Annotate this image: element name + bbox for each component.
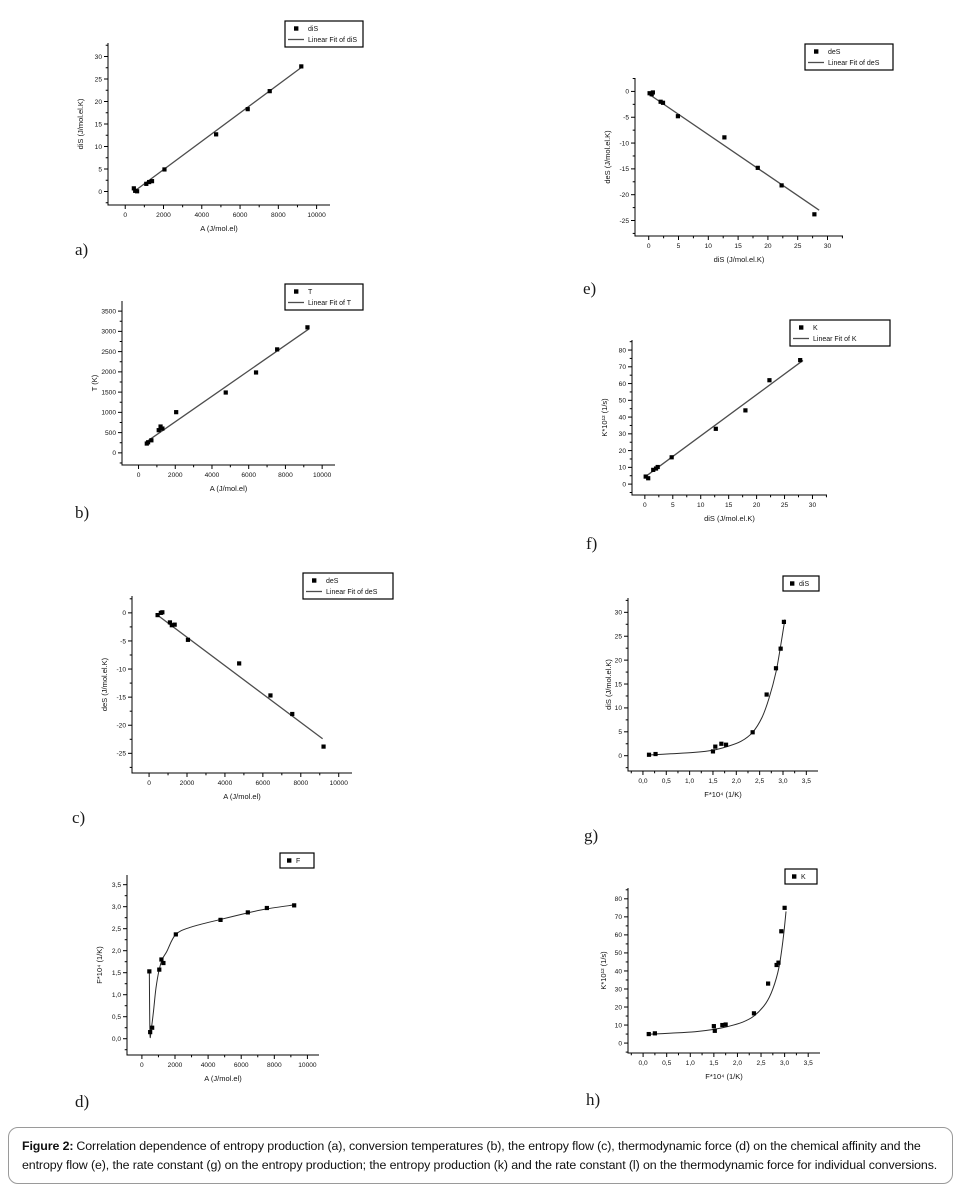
chart-canvas-h <box>600 862 900 1105</box>
svg-text:-10: -10 <box>619 140 629 148</box>
figure-caption <box>8 1127 953 1184</box>
svg-text:10000: 10000 <box>307 212 326 219</box>
svg-text:K: K <box>813 325 818 333</box>
svg-text:-15: -15 <box>619 166 629 174</box>
legend-marker-square <box>294 26 298 30</box>
svg-text:15: 15 <box>614 681 622 689</box>
panel-label-e: e) <box>583 279 597 298</box>
data-point <box>292 903 296 907</box>
figure-caption-text: Correlation dependence of entropy production (a), conversion temperatures (b), the entropy flow (c), thermodynamic force (d) on the chemical affinity and the entropy flow (e), the rate constant (g) on the entropy production; the entropy production (k) and the rate constant (l) on the thermodynamic force for individual conversions. <box>22 1139 938 1172</box>
svg-text:0: 0 <box>622 481 626 489</box>
data-point <box>646 476 650 480</box>
svg-text:0: 0 <box>122 610 126 618</box>
axes <box>632 340 827 495</box>
subplot-d <box>80 845 400 1117</box>
chart-canvas-g <box>605 572 905 822</box>
svg-text:-5: -5 <box>120 638 126 646</box>
data-point <box>160 426 164 430</box>
data-point <box>724 1022 728 1026</box>
data-point <box>712 1024 716 1028</box>
svg-text:10: 10 <box>614 1022 622 1030</box>
svg-text:10000: 10000 <box>312 472 332 479</box>
data-point <box>722 135 726 139</box>
data-point <box>237 661 241 665</box>
svg-text:60: 60 <box>614 932 622 940</box>
svg-text:0: 0 <box>140 1062 144 1069</box>
svg-text:30: 30 <box>614 609 622 617</box>
fit-line <box>649 94 819 210</box>
svg-text:10: 10 <box>614 705 622 713</box>
svg-text:6000: 6000 <box>255 780 271 787</box>
svg-text:25: 25 <box>614 633 622 641</box>
svg-text:4000: 4000 <box>217 780 233 787</box>
svg-text:T: T <box>308 289 313 297</box>
fit-line <box>158 616 322 739</box>
svg-text:Linear Fit of deS: Linear Fit of deS <box>326 589 378 597</box>
svg-text:500: 500 <box>104 429 116 437</box>
svg-text:-25: -25 <box>619 217 629 225</box>
data-point <box>719 742 723 746</box>
fit-line <box>135 66 303 190</box>
axes <box>127 875 319 1055</box>
svg-text:50: 50 <box>618 397 626 405</box>
svg-text:diS (J/mol.el.K): diS (J/mol.el.K) <box>76 98 85 150</box>
data-point <box>290 712 294 716</box>
figure-caption-label: Figure 2: <box>22 1139 74 1153</box>
svg-text:30: 30 <box>614 986 622 994</box>
data-point <box>218 918 222 922</box>
svg-text:30: 30 <box>618 431 626 439</box>
data-point <box>743 408 747 412</box>
svg-text:0,5: 0,5 <box>662 1060 672 1067</box>
data-point <box>265 906 269 910</box>
svg-text:-20: -20 <box>619 191 629 199</box>
svg-text:30: 30 <box>808 502 817 509</box>
data-point <box>150 1026 154 1030</box>
chart-canvas-a <box>65 15 365 265</box>
svg-text:2000: 2000 <box>167 472 183 479</box>
svg-text:3,5: 3,5 <box>111 881 121 889</box>
data-point <box>724 743 728 747</box>
data-point <box>653 1031 657 1035</box>
svg-text:10000: 10000 <box>298 1062 317 1069</box>
svg-text:2,0: 2,0 <box>111 947 121 955</box>
svg-text:15: 15 <box>734 243 742 250</box>
svg-text:1,5: 1,5 <box>709 1060 719 1067</box>
svg-text:2,5: 2,5 <box>111 925 121 933</box>
data-point <box>714 427 718 431</box>
data-point <box>661 101 665 105</box>
svg-text:0: 0 <box>147 780 151 787</box>
svg-text:5: 5 <box>618 729 622 737</box>
subplot-f <box>590 312 900 555</box>
svg-text:4000: 4000 <box>194 212 210 219</box>
svg-text:10: 10 <box>94 143 102 151</box>
chart-canvas-d <box>80 845 400 1117</box>
data-point <box>651 90 655 94</box>
svg-text:Linear Fit of K: Linear Fit of K <box>813 336 857 344</box>
svg-text:1500: 1500 <box>101 389 116 397</box>
svg-text:30: 30 <box>823 243 832 250</box>
axes <box>122 301 335 465</box>
svg-text:0: 0 <box>646 243 651 250</box>
data-point <box>275 347 279 351</box>
axes <box>628 888 820 1053</box>
data-point <box>767 378 771 382</box>
data-point <box>783 906 787 910</box>
svg-text:50: 50 <box>614 950 622 958</box>
data-point <box>174 932 178 936</box>
svg-text:20: 20 <box>618 447 626 455</box>
subplot-g <box>605 572 905 822</box>
svg-text:A (J/mol.el): A (J/mol.el) <box>200 224 238 233</box>
svg-text:30: 30 <box>94 53 102 61</box>
chart-canvas-f <box>590 312 900 555</box>
subplot-h <box>600 862 900 1105</box>
svg-text:6000: 6000 <box>232 212 248 219</box>
svg-text:diS: diS <box>308 26 319 34</box>
svg-text:deS (J/mol.el.K): deS (J/mol.el.K) <box>603 130 612 184</box>
svg-text:3,5: 3,5 <box>801 778 811 785</box>
svg-text:8000: 8000 <box>266 1062 282 1069</box>
subplot-a <box>65 15 365 265</box>
svg-text:K*10¹² (1/s): K*10¹² (1/s) <box>599 951 608 990</box>
data-point <box>173 623 177 627</box>
fit-curve <box>648 911 786 1034</box>
svg-text:0,5: 0,5 <box>111 1014 121 1022</box>
fit-curve <box>649 620 785 755</box>
svg-text:A (J/mol.el): A (J/mol.el) <box>204 1074 242 1083</box>
svg-text:deS: deS <box>828 49 841 57</box>
data-point <box>812 212 816 216</box>
data-point <box>321 744 325 748</box>
svg-text:3,0: 3,0 <box>778 778 788 785</box>
data-point <box>157 428 161 432</box>
svg-text:20: 20 <box>752 502 761 509</box>
data-point <box>653 752 657 756</box>
svg-text:-5: -5 <box>623 114 629 122</box>
svg-text:1,0: 1,0 <box>685 778 695 785</box>
svg-text:6000: 6000 <box>241 472 257 479</box>
svg-text:15: 15 <box>94 121 102 129</box>
svg-text:1,0: 1,0 <box>685 1060 695 1067</box>
svg-text:0: 0 <box>112 450 116 458</box>
data-point <box>780 183 784 187</box>
data-point <box>713 1029 717 1033</box>
data-point <box>798 358 802 362</box>
data-point <box>246 910 250 914</box>
panel-label-a: a) <box>75 240 89 259</box>
data-point <box>149 438 153 442</box>
svg-text:80: 80 <box>614 896 622 904</box>
svg-text:F*10⁴ (1/K): F*10⁴ (1/K) <box>705 1072 743 1081</box>
svg-text:1,0: 1,0 <box>111 992 121 1000</box>
svg-text:F: F <box>296 858 301 866</box>
axes <box>108 43 330 205</box>
svg-text:10: 10 <box>704 243 712 250</box>
data-point <box>147 969 151 973</box>
data-point <box>765 692 769 696</box>
svg-text:-20: -20 <box>116 722 126 730</box>
svg-text:10000: 10000 <box>329 780 348 787</box>
svg-text:1000: 1000 <box>101 409 116 417</box>
data-point <box>305 325 309 329</box>
svg-text:40: 40 <box>614 968 622 976</box>
svg-text:K: K <box>801 874 806 882</box>
svg-text:80: 80 <box>618 347 626 355</box>
svg-text:40: 40 <box>618 414 626 422</box>
legend-marker-square <box>312 578 316 582</box>
data-point <box>214 132 218 136</box>
svg-text:Linear Fit of diS: Linear Fit of diS <box>308 37 358 45</box>
panel-label-c: c) <box>72 808 86 827</box>
chart-canvas-b <box>65 278 365 528</box>
svg-text:3500: 3500 <box>101 308 116 316</box>
data-point <box>782 620 786 624</box>
svg-text:25: 25 <box>794 243 802 250</box>
data-point <box>766 981 770 985</box>
data-point <box>656 465 660 469</box>
svg-text:3,0: 3,0 <box>111 903 121 911</box>
panel-label-b: b) <box>75 503 90 522</box>
svg-text:10: 10 <box>697 502 705 509</box>
svg-text:A (J/mol.el): A (J/mol.el) <box>223 792 261 801</box>
svg-text:K*10¹² (1/s): K*10¹² (1/s) <box>600 398 609 437</box>
data-point <box>647 753 651 757</box>
svg-text:15: 15 <box>724 502 733 509</box>
svg-text:2,5: 2,5 <box>755 778 765 785</box>
subplot-e <box>585 35 895 293</box>
data-point <box>224 390 228 394</box>
data-point <box>186 638 190 642</box>
svg-text:Linear Fit of deS: Linear Fit of deS <box>828 60 880 68</box>
svg-text:2500: 2500 <box>101 348 116 356</box>
svg-text:-10: -10 <box>116 666 126 674</box>
legend-marker-square <box>790 581 794 585</box>
data-point <box>670 455 674 459</box>
panel-label-h: h) <box>586 1090 601 1109</box>
data-point <box>268 89 272 93</box>
svg-text:diS (J/mol.el.K): diS (J/mol.el.K) <box>704 514 755 523</box>
svg-text:20: 20 <box>94 98 102 106</box>
svg-text:0: 0 <box>625 88 629 96</box>
svg-text:20: 20 <box>614 657 622 665</box>
svg-text:diS: diS <box>799 581 810 589</box>
data-point <box>713 745 717 749</box>
fit-curve <box>149 905 294 1038</box>
data-point <box>776 961 780 965</box>
svg-text:2000: 2000 <box>101 369 116 377</box>
svg-text:-25: -25 <box>116 750 126 758</box>
legend-marker-square <box>287 858 291 862</box>
legend-marker-square <box>294 289 298 293</box>
svg-text:0,0: 0,0 <box>638 1060 648 1067</box>
svg-text:0,0: 0,0 <box>111 1036 121 1044</box>
data-point <box>774 666 778 670</box>
data-point <box>148 1030 152 1034</box>
svg-text:A (J/mol.el): A (J/mol.el) <box>209 484 248 493</box>
svg-text:0: 0 <box>98 188 102 196</box>
data-point <box>162 167 166 171</box>
chart-canvas-c <box>95 563 400 840</box>
svg-text:2000: 2000 <box>156 212 171 219</box>
svg-text:0,0: 0,0 <box>638 778 648 785</box>
svg-text:-15: -15 <box>116 694 126 702</box>
data-point <box>160 610 164 614</box>
panel-label-d: d) <box>75 1092 90 1111</box>
svg-text:2000: 2000 <box>167 1062 183 1069</box>
svg-text:1,5: 1,5 <box>111 970 121 978</box>
data-point <box>779 647 783 651</box>
svg-text:0,5: 0,5 <box>661 778 671 785</box>
chart-canvas-e <box>585 35 895 293</box>
panel-label-f: f) <box>586 534 598 553</box>
legend-marker-square <box>814 49 818 53</box>
svg-text:20: 20 <box>764 243 772 250</box>
svg-text:0: 0 <box>123 212 128 219</box>
svg-text:5: 5 <box>670 502 675 509</box>
svg-text:8000: 8000 <box>293 780 309 787</box>
legend-marker-square <box>799 325 803 329</box>
svg-text:3000: 3000 <box>101 328 116 336</box>
panel-label-g: g) <box>584 826 599 845</box>
svg-text:8000: 8000 <box>270 212 286 219</box>
svg-text:8000: 8000 <box>278 472 293 479</box>
svg-text:4000: 4000 <box>204 472 220 479</box>
fit-line <box>645 360 803 477</box>
svg-text:6000: 6000 <box>233 1062 249 1069</box>
svg-text:diS (J/mol.el.K): diS (J/mol.el.K) <box>604 659 613 710</box>
data-point <box>254 370 258 374</box>
svg-text:deS: deS <box>326 578 339 586</box>
svg-text:2,5: 2,5 <box>756 1060 766 1067</box>
svg-text:1,5: 1,5 <box>708 778 718 785</box>
svg-text:70: 70 <box>614 914 622 922</box>
subplot-c <box>95 563 400 840</box>
data-point <box>299 64 303 68</box>
data-point <box>752 1011 756 1015</box>
data-point <box>174 410 178 414</box>
svg-text:20: 20 <box>614 1004 622 1012</box>
data-point <box>268 693 272 697</box>
svg-text:Linear Fit of T: Linear Fit of T <box>308 300 352 308</box>
data-point <box>161 961 165 965</box>
svg-text:2000: 2000 <box>179 780 195 787</box>
data-point <box>150 179 154 183</box>
data-point <box>751 730 755 734</box>
svg-text:0: 0 <box>618 753 622 761</box>
data-point <box>246 107 250 111</box>
svg-text:0: 0 <box>136 472 141 479</box>
data-point <box>779 929 783 933</box>
data-point <box>135 189 139 193</box>
legend-marker-square <box>792 874 796 878</box>
svg-text:25: 25 <box>94 76 102 84</box>
svg-text:3,5: 3,5 <box>803 1060 813 1067</box>
svg-text:diS (J/mol.el.K): diS (J/mol.el.K) <box>713 255 765 264</box>
svg-text:3,0: 3,0 <box>780 1060 790 1067</box>
axes <box>635 78 843 236</box>
svg-text:2,0: 2,0 <box>732 1060 743 1067</box>
svg-text:0: 0 <box>618 1040 622 1048</box>
svg-text:0: 0 <box>643 502 647 509</box>
data-point <box>647 1032 651 1036</box>
svg-text:5: 5 <box>676 243 681 250</box>
svg-text:5: 5 <box>98 166 102 174</box>
svg-text:25: 25 <box>780 502 789 509</box>
axes <box>132 596 352 773</box>
svg-text:60: 60 <box>618 380 626 388</box>
data-point <box>756 166 760 170</box>
svg-text:deS (J/mol.el.K): deS (J/mol.el.K) <box>100 657 109 712</box>
svg-text:4000: 4000 <box>200 1062 216 1069</box>
data-point <box>157 968 161 972</box>
svg-text:70: 70 <box>618 364 626 372</box>
svg-text:F*10⁴ (1/K): F*10⁴ (1/K) <box>704 790 742 799</box>
fit-line <box>146 329 309 442</box>
data-point <box>676 114 680 118</box>
svg-text:T (K): T (K) <box>90 374 99 392</box>
subplot-b <box>65 278 365 528</box>
data-point <box>711 749 715 753</box>
svg-text:10: 10 <box>618 464 626 472</box>
svg-text:2,0: 2,0 <box>731 778 741 785</box>
svg-text:F*10⁴ (1/K): F*10⁴ (1/K) <box>95 946 104 984</box>
